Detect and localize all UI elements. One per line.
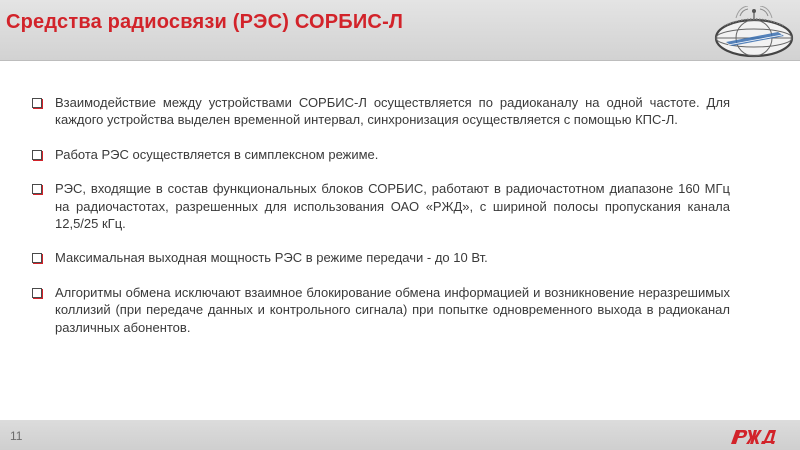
list-item-text: Взаимодействие между устройствами СОРБИС-Л осуществляется по радиоканалу на одной частоте. Для каждого устройства выделен временной интервал, синхронизация осуществляется с помощью КПС-Л. — [55, 95, 730, 128]
page-title: Средства радиосвязи (РЭС) СОРБИС-Л — [6, 11, 404, 33]
list-item — [30, 146, 730, 163]
list-item-text: Работа РЭС осуществляется в симплексном режиме. — [55, 146, 379, 162]
checkbox-bullet-icon — [32, 288, 42, 298]
sorbis-emblem-icon — [712, 6, 796, 58]
list-item-text: Алгоритмы обмена исключают взаимное блокирование обмена информацией и возникновение неразрешимых коллизий (при передаче данных и контрольного сигнала) при попытке одновременного выхода в радиоканал различных абонентов. — [55, 284, 730, 335]
list-item-text: Максимальная выходная мощность РЭС в режиме передачи - до 10 Вт. — [55, 250, 488, 266]
list-item — [30, 94, 730, 129]
list-item — [30, 180, 730, 232]
slide-header — [0, 0, 800, 60]
header-divider — [0, 60, 800, 61]
bullet-list — [30, 94, 730, 353]
list-item-text: РЭС, входящие в состав функциональных блоков СОРБИС, работают в радиочастотном диапазоне 160 МГц на радиочастотах, разрешенных для использования ОАО «РЖД», с шириной полосы пропускания канала 12,5/25 кГц. — [55, 181, 730, 232]
checkbox-bullet-icon — [32, 253, 42, 263]
slide-footer — [0, 420, 800, 450]
checkbox-bullet-icon — [32, 184, 42, 194]
list-item — [30, 284, 730, 336]
checkbox-bullet-icon — [32, 98, 42, 108]
page-number: 11 — [10, 429, 23, 443]
list-item — [30, 249, 730, 266]
checkbox-bullet-icon — [32, 150, 42, 160]
rzd-logo-icon — [728, 427, 782, 445]
